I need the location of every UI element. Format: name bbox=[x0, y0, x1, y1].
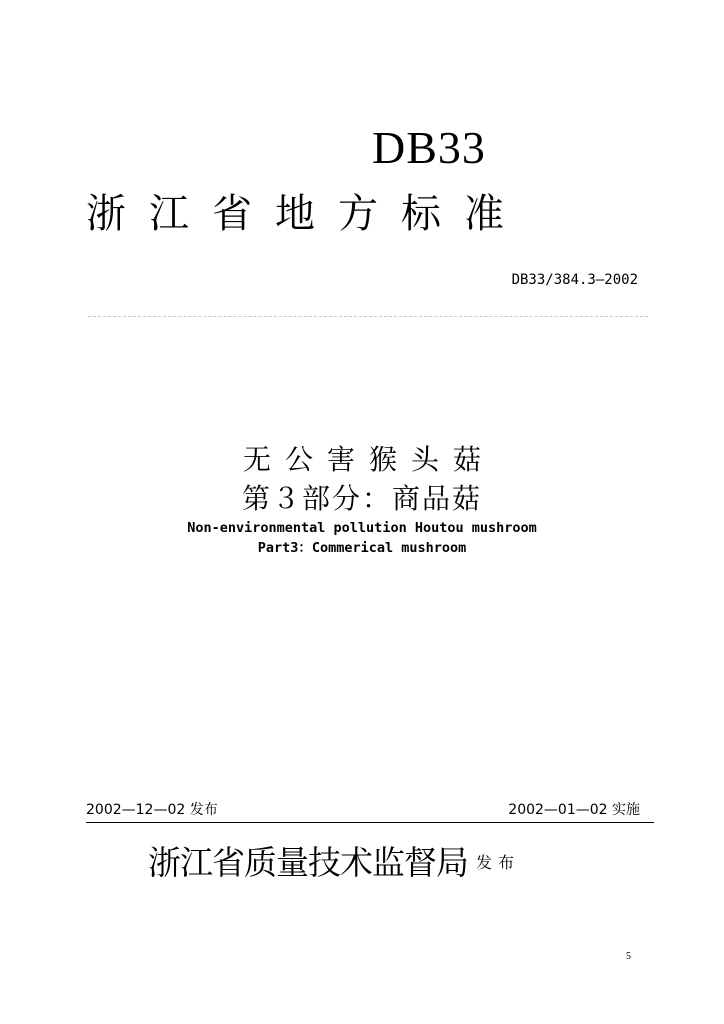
cn-main-title: 无公害猴头菇 bbox=[242, 443, 495, 476]
publisher bbox=[148, 840, 520, 886]
standard-code: DB33 bbox=[372, 122, 486, 173]
publisher-suffix: 发布 bbox=[476, 853, 521, 872]
cn-part-title: 第３部分：商品菇 bbox=[241, 482, 482, 515]
publisher-org: 浙江省质量技术监督局 bbox=[148, 843, 468, 882]
standard-number: DB33/384.3—2002 bbox=[511, 272, 638, 288]
page-number: 5 bbox=[626, 951, 631, 962]
implementation-date: 2002—01—02 实施 bbox=[508, 802, 640, 818]
en-main-title: Non-environmental pollution Houtou mushroom bbox=[187, 520, 537, 536]
date-row bbox=[86, 800, 654, 823]
en-part-title: Part3：Commerical mushroom bbox=[257, 540, 467, 556]
standard-type-title: 浙江省地方标准 bbox=[86, 191, 527, 237]
document-title-block bbox=[0, 440, 724, 558]
header-divider bbox=[88, 316, 648, 317]
issue-date: 2002—12—02 发布 bbox=[86, 802, 218, 818]
